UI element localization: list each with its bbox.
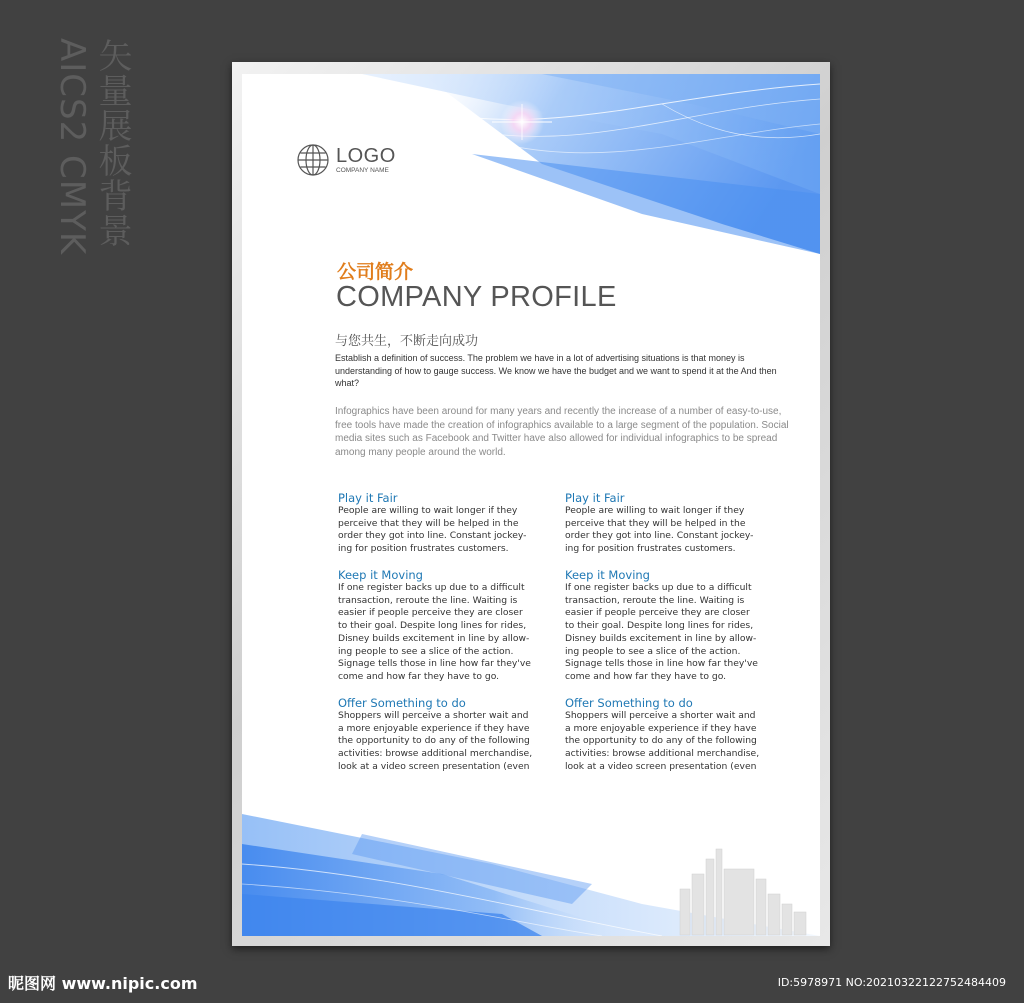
- globe-icon: [296, 143, 330, 177]
- slogan: 与您共生，不断走向成功: [335, 334, 479, 349]
- list-item: [338, 568, 553, 684]
- section-heading: Keep it Moving: [338, 568, 423, 582]
- section-body: People are willing to wait longer if they perceive that they will be helped in the order they got into line. Constant jockey- ing for position frustrates customers.: [565, 505, 754, 555]
- intro-paragraph: Infographics have been around for many years and recently the increase of a number of easy-to-use, free tools have made the creation of infographics available to a large segment of the population. Social media sites such as Facebook and Twitter have also allowed for individual infographics to be spread among many people around the world.: [335, 406, 789, 458]
- company-name: COMPANY NAME: [336, 166, 389, 174]
- section-heading: Play it Fair: [338, 491, 398, 505]
- page-title: COMPANY PROFILE: [336, 281, 617, 313]
- logo-text: LOGO: [336, 144, 396, 167]
- list-item: [565, 696, 780, 774]
- list-item: [565, 491, 780, 556]
- side-label-cn: 矢量展板背景: [92, 38, 132, 248]
- list-item: [338, 491, 553, 556]
- section-heading: Offer Something to do: [338, 696, 466, 710]
- side-label-en: AICS2 CMYK: [52, 38, 92, 256]
- list-item: [565, 568, 780, 684]
- section-body: Shoppers will perceive a shorter wait and a more enjoyable experience if they have the opportunity to do any of the following activities: browse additional merchandise, look at a video screen presentation (even: [338, 710, 533, 772]
- section-body: If one register backs up due to a difficult transaction, reroute the line. Waiting is easier if people perceive they are closer to their goal. Despite long lines for rides, Disney builds excitement in line by allow- ing people to see a slice of the action. Signage tells those in line how far they've come and how far they have to go.: [338, 582, 531, 682]
- section-heading: Play it Fair: [565, 491, 625, 505]
- section-heading: Offer Something to do: [565, 696, 693, 710]
- title-cn: 公司简介: [337, 261, 414, 283]
- section-body: If one register backs up due to a difficult transaction, reroute the line. Waiting is easier if people perceive they are closer to their goal. Despite long lines for rides, Disney builds excitement in line by allow- ing people to see a slice of the action. Signage tells those in line how far they've come and how far they have to go.: [565, 582, 758, 682]
- section-body: People are willing to wait longer if they perceive that they will be helped in the order they got into line. Constant jockey- ing for position frustrates customers.: [338, 505, 527, 555]
- watermark-id: ID:5978971 NO:20210322122752484409: [777, 976, 1006, 989]
- list-item: [338, 696, 553, 774]
- poster: [242, 74, 820, 936]
- section-body: Shoppers will perceive a shorter wait and a more enjoyable experience if they have the opportunity to do any of the following activities: browse additional merchandise, look at a video screen presentation (even: [565, 710, 760, 772]
- poster-frame: [232, 62, 830, 946]
- side-label: [52, 38, 132, 255]
- section-heading: Keep it Moving: [565, 568, 650, 582]
- watermark-site: 昵图网 www.nipic.com: [8, 974, 198, 993]
- lead-paragraph: Establish a definition of success. The problem we have in a lot of advertising situations is that money is understanding of how to gauge success. We know we have the budget and we want to spend it at the And then what?: [335, 353, 777, 388]
- logo: [296, 142, 396, 178]
